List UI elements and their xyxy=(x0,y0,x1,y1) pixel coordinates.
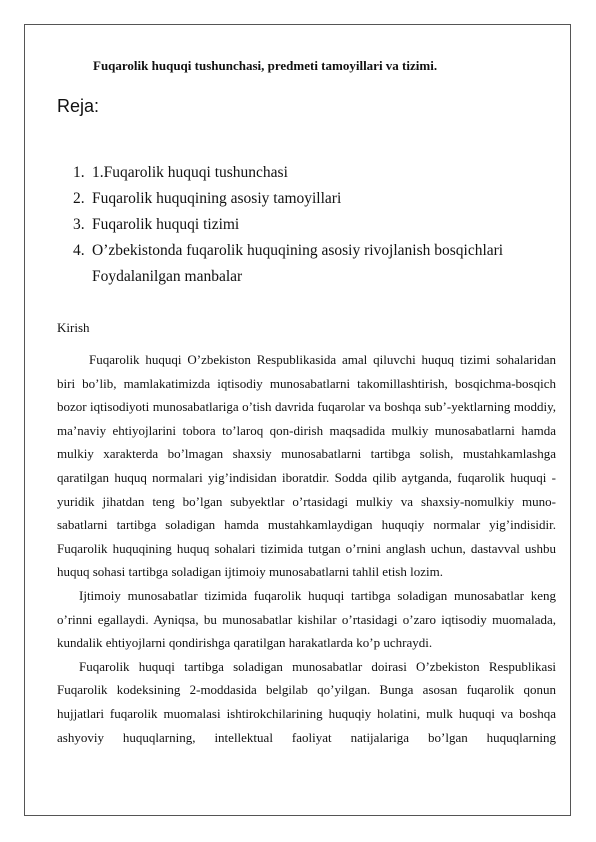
paragraph: Fuqarolik huquqi O’zbekiston Respublikasida amal qiluvchi huquq tizimi sohalaridan biri bo’lib, mamlakatimizda iqtisodiy munosabatlarni takomillashtirish, bosqichma-bosqich bozor iqtisodiyoti munosabatlariga o’tish davrida fuqarolar va boshqa sub’-yektlarning moddiy, ma’naviy ehtiyojlarini tobora to’laroq qon-dirish maqsadida mulkiy munosabatlarni hamda mulkiy xarakterda bo’lmagan shaxsiy munosabatlarni tartibga solish, mustahkamlashga qaratilgan huquq normalari yig’indisidan iboratdir. Sodda qilib aytganda, fuqarolik huquqi - yuridik jihatdan teng bo’lgan subyektlar o’rtasidagi mulkiy va shaxsiy-nomulkiy muno-sabatlarni tartibga soladigan hamda mustahkamlaydigan huquqiy normalar yig’indisidir. Fuqarolik huquqining huquq sohalari tizimida tutgan o’rnini anglash uchun, dastavval ushbu huquq sohasi tartibga soladigan ijtimoiy munosabatlarni tahlil etish lozim. xyxy=(57,352,556,580)
document-title: Fuqarolik huquqi tushunchasi, predmeti tamoyillari va tizimi. xyxy=(93,58,438,73)
intro-text xyxy=(57,348,556,749)
toc-item-number: 2. xyxy=(73,190,85,207)
toc-item xyxy=(57,190,503,216)
plan-heading: Reja: xyxy=(57,96,100,116)
toc-item-number: 1. xyxy=(73,164,85,181)
paragraph: Ijtimoiy munosabatlar tizimida fuqarolik huquqi tartibga soladigan munosabatlar keng o’rinni egallaydi. Ayniqsa, bu munosabatlar kishilar o’rtasidagi o’zaro iqtisodiy muomalada, kundalik ehtiyojlarni qondirishga qaratilgan harakatlarda ko’p uchraydi. xyxy=(57,587,556,651)
toc-item xyxy=(57,164,503,190)
toc-item-number: 3. xyxy=(73,216,85,233)
toc-item xyxy=(57,242,503,268)
paragraph: Fuqarolik huquqi tartibga soladigan munosabatlar doirasi O’zbekiston Respublikasi Fuqarolik kodeksining 2-moddasida belgilab qo’yilgan. Bunga asosan fuqarolik qonun hujjatlari fuqarolik muomalasi ishtirokchilarining huquqiy holatini, mulk huquqi va boshqa ashyoviy huquqlarning, intellektual faoliyat natijalariga bo’lgan huquqlarning xyxy=(57,658,556,745)
toc-item-number: 4. xyxy=(73,242,85,259)
toc-item-label: Fuqarolik huquqining asosiy tamoyillari xyxy=(92,190,342,207)
toc-item-label: 1.Fuqarolik huquqi tushunchasi xyxy=(92,164,288,181)
toc-item xyxy=(57,216,503,242)
intro-heading: Kirish xyxy=(57,320,90,335)
toc-sources: Foydalanilgan manbalar xyxy=(92,268,243,285)
toc-item-label: O’zbekistonda fuqarolik huquqining asosiy rivojlanish bosqichlari xyxy=(92,242,504,259)
toc-item-label: Fuqarolik huquqi tizimi xyxy=(92,216,240,233)
table-of-contents xyxy=(57,164,503,286)
